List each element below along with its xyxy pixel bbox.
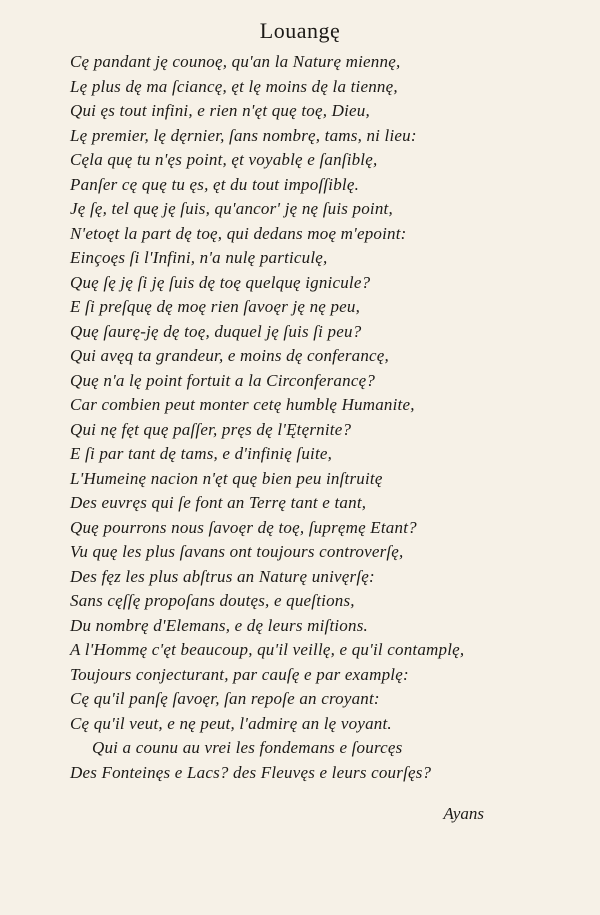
poem-line: Ję ſę, tel quę ję ſuis, qu'ancor' ję nę ſuis point, [70, 199, 393, 218]
poem-line: Qui a counu au vrei les fondemans e ſourcęs [92, 738, 403, 757]
poem-line: Quę pourrons nous ſavoęr dę toę, ſupręmę Etant? [70, 517, 417, 537]
poem-line: Quę ſę ję ſi ję ſuis dę toę quelquę ignicule? [70, 272, 371, 292]
poem-line: Qui nę fęt quę paſſer, pręs dę l'Ętęrnite? [70, 419, 352, 439]
running-head: Louangę [259, 18, 341, 43]
poem-line: Car combien peut monter cetę humblę Humanite, [70, 395, 415, 414]
poem-line: Des fęz les plus abſtrus an Naturę univęrſę: [70, 566, 375, 586]
poem-line: Cę pandant ję counoę, qu'an la Naturę miennę, [70, 52, 401, 71]
poem-line: Qui ęs tout infini, e rien n'ęt quę toę, Dieu, [70, 101, 370, 120]
poem-line: Lę premier, lę dęrnier, ſans nombrę, tams, ni lieu: [70, 125, 417, 145]
poem-text [70, 50, 540, 785]
poem-line: Quę n'a lę point fortuit a la Circonferancę? [70, 370, 376, 390]
poem-line: Des Fonteinęs e Lacs? des Fleuvęs e leurs courſęs? [70, 762, 432, 782]
poem-line: Du nombrę d'Elemans, e dę leurs miſtions. [70, 615, 368, 635]
poem-line: Qui avęq ta grandeur, e moins dę conferancę, [70, 346, 389, 365]
poem-line: Lę plus dę ma ſciancę, ęt lę moins dę la tiennę, [70, 76, 398, 96]
poem-line: Des euvręs qui ſe font an Terrę tant e tant, [70, 493, 367, 512]
poem-line: Toujours conjecturant, par cauſę e par examplę: [70, 664, 409, 684]
poem-line: Cę qu'il veut, e nę peut, l'admirę an lę voyant. [70, 713, 392, 733]
poem-line: Einçoęs ſi l'Infini, n'a nulę particulę, [70, 248, 328, 267]
poem-line: Cę qu'il panſę ſavoęr, ſan repoſe an croyant: [70, 689, 380, 708]
poem-line: Quę ſaurę-ję dę toę, duquel ję ſuis ſi peu? [70, 321, 362, 341]
poem-line: E ſi par tant dę tams, e d'infinię ſuite, [70, 444, 333, 463]
poem-line: E ſi preſquę dę moę rien ſavoęr ję nę peu, [70, 297, 361, 316]
poem-line: L'Humeinę nacion n'ęt quę bien peu inſtruitę [70, 468, 383, 488]
catchword: Ayans [443, 804, 484, 823]
poem-line: Cęla quę tu n'ęs point, ęt voyablę e ſanſiblę, [70, 150, 378, 169]
poem-line: N'etoęt la part dę toę, qui dedans moę m'epoint: [70, 223, 407, 243]
poem-line: Vu quę les plus ſavans ont toujours controverſę, [70, 542, 404, 561]
poem-line: Panſer cę quę tu ęs, ęt du tout impoſſiblę. [70, 174, 360, 194]
poem-line: Sans cęſſę propoſans doutęs, e queſtions, [70, 591, 355, 610]
poem-line: A l'Hommę c'ęt beaucoup, qu'il veillę, e qu'il contamplę, [70, 640, 465, 659]
